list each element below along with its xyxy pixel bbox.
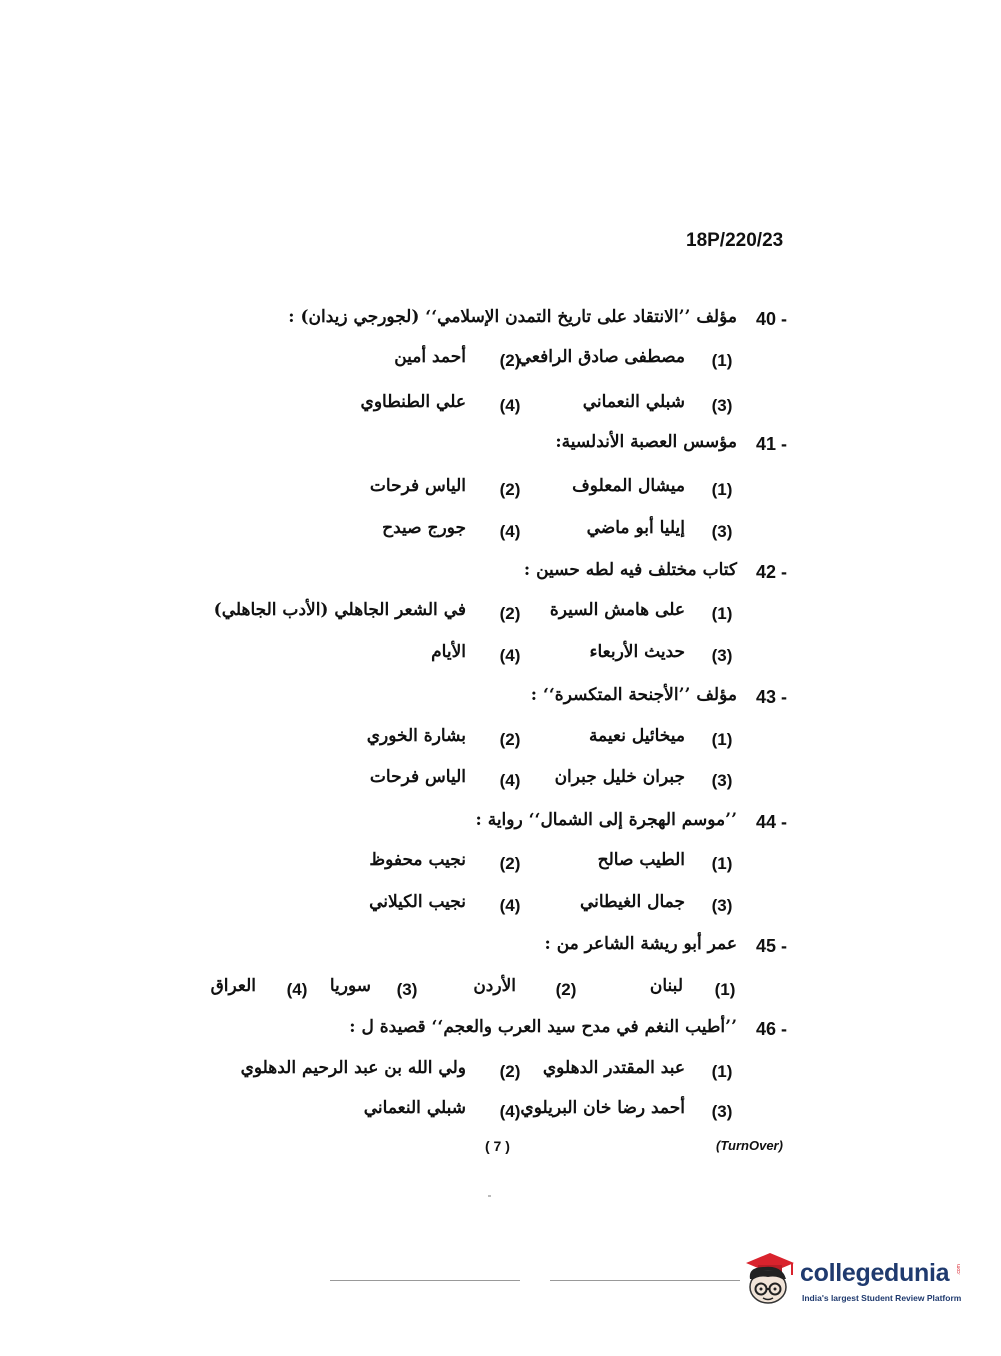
option-text: أحمد رضا خان البريلوي (520, 1098, 685, 1118)
option-label: (1) (711, 1062, 733, 1081)
option-text: مصطفى صادق الرافعي (517, 347, 685, 367)
option-label: (2) (555, 980, 577, 999)
question-number: 46 - (756, 1019, 788, 1039)
option-text: الياس فرحات (369, 767, 466, 787)
option-text: جورج صيدح (382, 518, 466, 538)
option-label: (4) (499, 522, 521, 541)
question-text: مؤلف ’’الأجنحة المتكسرة‘‘ : (530, 685, 737, 705)
option-text: العراق (210, 976, 256, 996)
question-number: 41 - (756, 434, 788, 454)
option-label: (4) (499, 771, 521, 790)
scan-speck (488, 1195, 491, 1197)
question-text: عمر أبو ريشة الشاعر من : (544, 934, 737, 954)
brand-tagline: India's largest Student Review Platform (802, 1293, 962, 1303)
option-text: لبنان (649, 976, 683, 996)
option-label: (3) (711, 396, 733, 415)
option-label: (3) (711, 522, 733, 541)
option-text: نجيب محفوظ (369, 850, 466, 870)
option-text: أحمد أمين (394, 347, 466, 367)
option-label: (2) (499, 854, 521, 873)
option-text: ميشال المعلوف (572, 476, 685, 496)
question-number: 42 - (756, 562, 788, 582)
page-number: ( 7 ) (485, 1138, 510, 1154)
question-number: 43 - (756, 687, 788, 707)
collegedunia-logo[interactable] (742, 1249, 972, 1313)
option-text: على هامش السيرة (549, 600, 685, 620)
question-text: مؤلف ’’الانتقاد على تاريخ التمدن الإسلامي‘‘ (لجورجي زيدان) : (288, 307, 737, 327)
option-text: حديث الأربعاء (589, 642, 685, 662)
option-label: (1) (711, 480, 733, 499)
option-text: في الشعر الجاهلي (الأدب الجاهلي) (213, 600, 466, 620)
option-label: (4) (499, 396, 521, 415)
option-label: (3) (711, 771, 733, 790)
option-label: (1) (714, 980, 736, 999)
turn-over-note: (TurnOver) (716, 1138, 783, 1153)
option-label: (3) (711, 646, 733, 665)
option-text: جمال الغيطاني (579, 892, 685, 912)
question-text: ’’موسم الهجرة إلى الشمال‘‘ رواية : (475, 810, 737, 830)
option-text: ولي الله بن عبد الرحيم الدهلوي (240, 1058, 466, 1078)
option-label: (1) (711, 730, 733, 749)
option-label: (2) (499, 351, 521, 370)
option-label: (1) (711, 351, 733, 370)
option-label: (3) (711, 1102, 733, 1121)
paper-code: 18P/220/23 (686, 230, 784, 251)
option-text: ميخائيل نعيمة (588, 726, 685, 746)
option-label: (4) (499, 896, 521, 915)
option-label: (4) (499, 646, 521, 665)
brand-domain: .com (956, 1264, 962, 1275)
option-text: شبلي النعماني (363, 1098, 466, 1118)
option-text: الطيب صالح (597, 850, 685, 870)
question-text: مؤسس العصبة الأندلسية: (555, 432, 737, 452)
option-label: (1) (711, 604, 733, 623)
option-label: (3) (396, 980, 418, 999)
option-text: الأيام (431, 642, 466, 662)
option-label: (1) (711, 854, 733, 873)
option-text: جبران خليل جبران (554, 767, 685, 787)
option-text: إيليا أبو ماضي (586, 518, 685, 538)
brand-name: collegedunia (800, 1259, 950, 1287)
option-text: نجيب الكيلاني (369, 892, 466, 912)
question-number: 45 - (756, 936, 788, 956)
question-text: كتاب مختلف فيه لطه حسين : (523, 560, 737, 580)
option-text: عبد المقتدر الدهلوي (542, 1058, 685, 1078)
option-label: (4) (499, 1102, 521, 1121)
option-text: الأردن (473, 976, 516, 996)
option-text: شبلي النعماني (582, 392, 685, 412)
mascot-icon (742, 1249, 798, 1313)
option-text: الياس فرحات (369, 476, 466, 496)
option-text: علي الطنطاوي (360, 392, 466, 412)
option-text: سوريا (329, 976, 371, 996)
footer-divider (550, 1280, 740, 1281)
option-label: (4) (286, 980, 308, 999)
option-label: (2) (499, 480, 521, 499)
question-number: 44 - (756, 812, 788, 832)
option-label: (3) (711, 896, 733, 915)
option-label: (2) (499, 604, 521, 623)
question-text: ’’أطيب النغم في مدح سيد العرب والعجم‘‘ قصيدة ل : (349, 1017, 737, 1037)
option-text: بشارة الخوري (366, 726, 466, 746)
option-label: (2) (499, 1062, 521, 1081)
question-number: 40 - (756, 309, 788, 329)
option-label: (2) (499, 730, 521, 749)
footer-divider (330, 1280, 520, 1281)
